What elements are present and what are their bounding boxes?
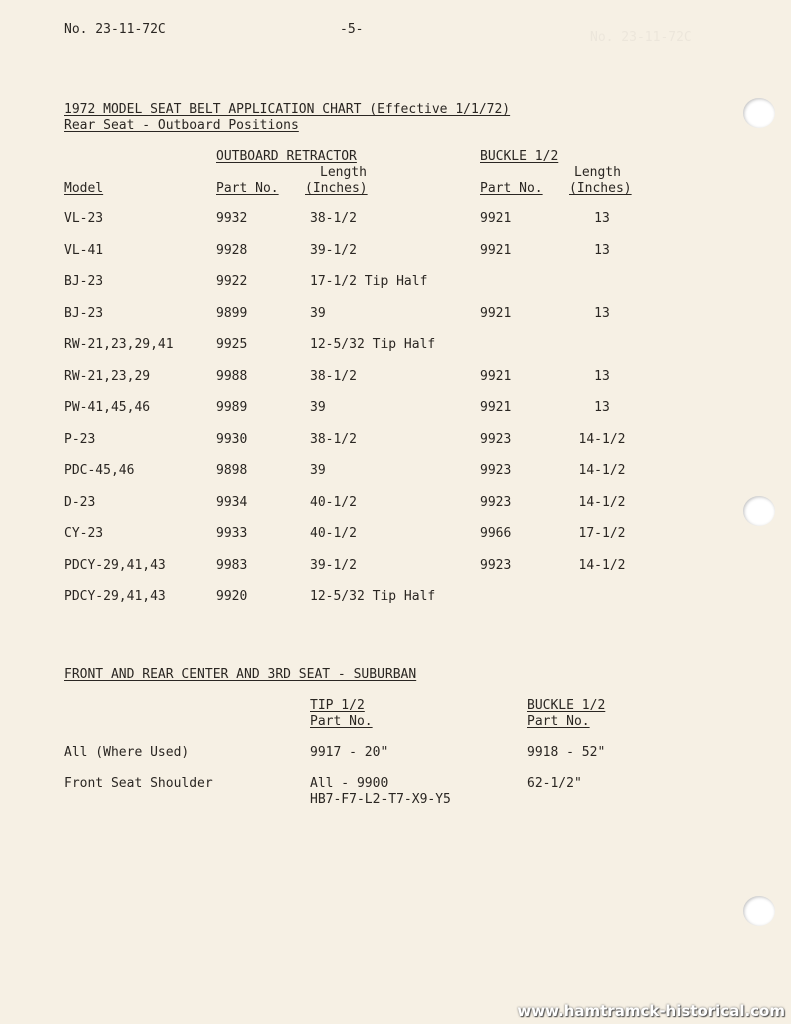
model-cell: P-23 — [64, 431, 96, 447]
model-cell: BJ-23 — [64, 305, 104, 321]
model-cell: PDC-45,46 — [64, 463, 135, 478]
group-header-retractor: OUTBOARD RETRACTOR — [216, 149, 357, 164]
length-cell: 39 — [310, 400, 326, 415]
table-row — [0, 432, 791, 448]
model-cell: VL-23 — [64, 211, 104, 226]
part-number-cell: 9899 — [216, 305, 248, 321]
length-cell: 40-1/2 — [310, 494, 357, 510]
col-header-length-line2: (Inches) — [305, 181, 368, 196]
length-cell: 38-1/2 — [310, 211, 357, 226]
table-row — [0, 274, 791, 290]
binder-hole-bottom — [743, 896, 775, 926]
binder-hole-top — [743, 98, 775, 128]
length-cell: 39 — [310, 305, 326, 321]
document-number: No. 23-11-72C — [64, 22, 166, 37]
model-cell: BJ-23 — [64, 274, 104, 289]
part-number-cell: 9932 — [216, 211, 248, 226]
table-row — [0, 589, 791, 605]
table-row — [0, 337, 791, 353]
chart-subtitle: Rear Seat - Outboard Positions — [64, 118, 299, 133]
model-cell: RW-21,23,29,41 — [64, 337, 174, 352]
table-row — [0, 243, 791, 259]
model-cell: PW-41,45,46 — [64, 400, 151, 415]
list-item — [0, 745, 791, 777]
buckle-length-cell: 13 — [594, 211, 610, 226]
model-cell: PDCY-29,41,43 — [64, 557, 166, 573]
model-cell: D-23 — [64, 494, 96, 510]
length-cell: 17-1/2 Tip Half — [310, 274, 428, 289]
part-number-cell: 9898 — [216, 463, 248, 478]
buckle-part-number-cell: 9921 — [480, 368, 512, 384]
col-header-model: Model — [64, 181, 104, 196]
model-cell: PDCY-29,41,43 — [64, 589, 166, 604]
buckle-part-number-cell: 9923 — [480, 463, 512, 478]
part-number-cell: 9922 — [216, 274, 248, 289]
model-cell: RW-21,23,29 — [64, 368, 151, 384]
buckle-part-number-cell: 9923 — [480, 431, 512, 447]
buckle-part-number-cell: 9921 — [480, 305, 512, 321]
suburban-col-buckle-line2: Part No. — [527, 714, 590, 729]
length-cell: 38-1/2 — [310, 368, 357, 384]
col-header-length-line1: Length — [320, 165, 367, 180]
suburban-tip-detail-cell: HB7-F7-L2-T7-X9-Y5 — [310, 792, 451, 807]
length-cell: 12-5/32 Tip Half — [310, 337, 436, 352]
buckle-part-number-cell: 9921 — [480, 211, 512, 226]
suburban-col-tip-line2: Part No. — [310, 714, 373, 729]
suburban-buckle-cell: 62-1/2" — [527, 776, 582, 791]
buckle-length-cell: 14-1/2 — [578, 494, 626, 510]
part-number-cell: 9930 — [216, 431, 248, 447]
buckle-part-number-cell: 9923 — [480, 557, 512, 573]
length-cell: 40-1/2 — [310, 526, 357, 541]
model-cell: CY-23 — [64, 526, 104, 541]
site-watermark: www.hamtramck-historical.com — [517, 1002, 785, 1020]
suburban-buckle-cell: 9918 - 52" — [527, 745, 606, 760]
length-cell: 38-1/2 — [310, 431, 357, 447]
table-row — [0, 369, 791, 385]
length-cell: 39-1/2 — [310, 242, 357, 258]
page-number: -5- — [340, 22, 364, 37]
suburban-col-tip-line1: TIP 1/2 — [310, 698, 365, 713]
buckle-part-number-cell: 9966 — [480, 526, 512, 541]
model-cell: VL-41 — [64, 242, 104, 258]
part-number-cell: 9933 — [216, 526, 248, 541]
chart-title: 1972 MODEL SEAT BELT APPLICATION CHART (Effective 1/1/72) — [64, 102, 511, 117]
table-row — [0, 400, 791, 416]
suburban-section-title: FRONT AND REAR CENTER AND 3RD SEAT - SUBURBAN — [64, 667, 417, 682]
buckle-part-number-cell: 9923 — [480, 494, 512, 510]
buckle-length-cell: 17-1/2 — [578, 526, 626, 541]
suburban-label-cell: All (Where Used) — [64, 745, 190, 760]
part-number-cell: 9934 — [216, 494, 248, 510]
table-row — [0, 526, 791, 542]
table-row — [0, 495, 791, 511]
length-cell: 39-1/2 — [310, 557, 357, 573]
part-number-cell: 9983 — [216, 557, 248, 573]
table-row — [0, 558, 791, 574]
buckle-length-cell: 13 — [594, 242, 610, 258]
buckle-length-cell: 13 — [594, 305, 610, 321]
bleed-through-text: No. 23-11-72C — [590, 30, 692, 45]
length-cell: 39 — [310, 463, 326, 478]
buckle-part-number-cell: 9921 — [480, 242, 512, 258]
suburban-tip-cell: 9917 - 20" — [310, 745, 389, 760]
buckle-part-number-cell: 9921 — [480, 400, 512, 415]
length-cell: 12-5/32 Tip Half — [310, 589, 436, 604]
buckle-length-cell: 13 — [594, 368, 610, 384]
buckle-length-cell: 14-1/2 — [578, 431, 626, 447]
part-number-cell: 9988 — [216, 368, 248, 384]
list-item — [0, 776, 791, 808]
part-number-cell: 9928 — [216, 242, 248, 258]
table-row — [0, 463, 791, 479]
part-number-cell: 9989 — [216, 400, 248, 415]
table-row — [0, 211, 791, 227]
table-row — [0, 306, 791, 322]
group-header-buckle: BUCKLE 1/2 — [480, 149, 559, 164]
col-header-buckle-part-no: Part No. — [480, 181, 543, 196]
col-header-buckle-length-line1: Length — [574, 165, 621, 180]
col-header-part-no: Part No. — [216, 181, 279, 196]
suburban-label-cell: Front Seat Shoulder — [64, 776, 213, 791]
buckle-length-cell: 13 — [594, 400, 610, 415]
suburban-col-buckle-line1: BUCKLE 1/2 — [527, 698, 606, 713]
col-header-buckle-length-line2: (Inches) — [569, 181, 632, 196]
suburban-tip-cell: All - 9900 — [310, 776, 389, 791]
buckle-length-cell: 14-1/2 — [578, 463, 626, 478]
part-number-cell: 9925 — [216, 337, 248, 352]
part-number-cell: 9920 — [216, 589, 248, 604]
buckle-length-cell: 14-1/2 — [578, 557, 626, 573]
